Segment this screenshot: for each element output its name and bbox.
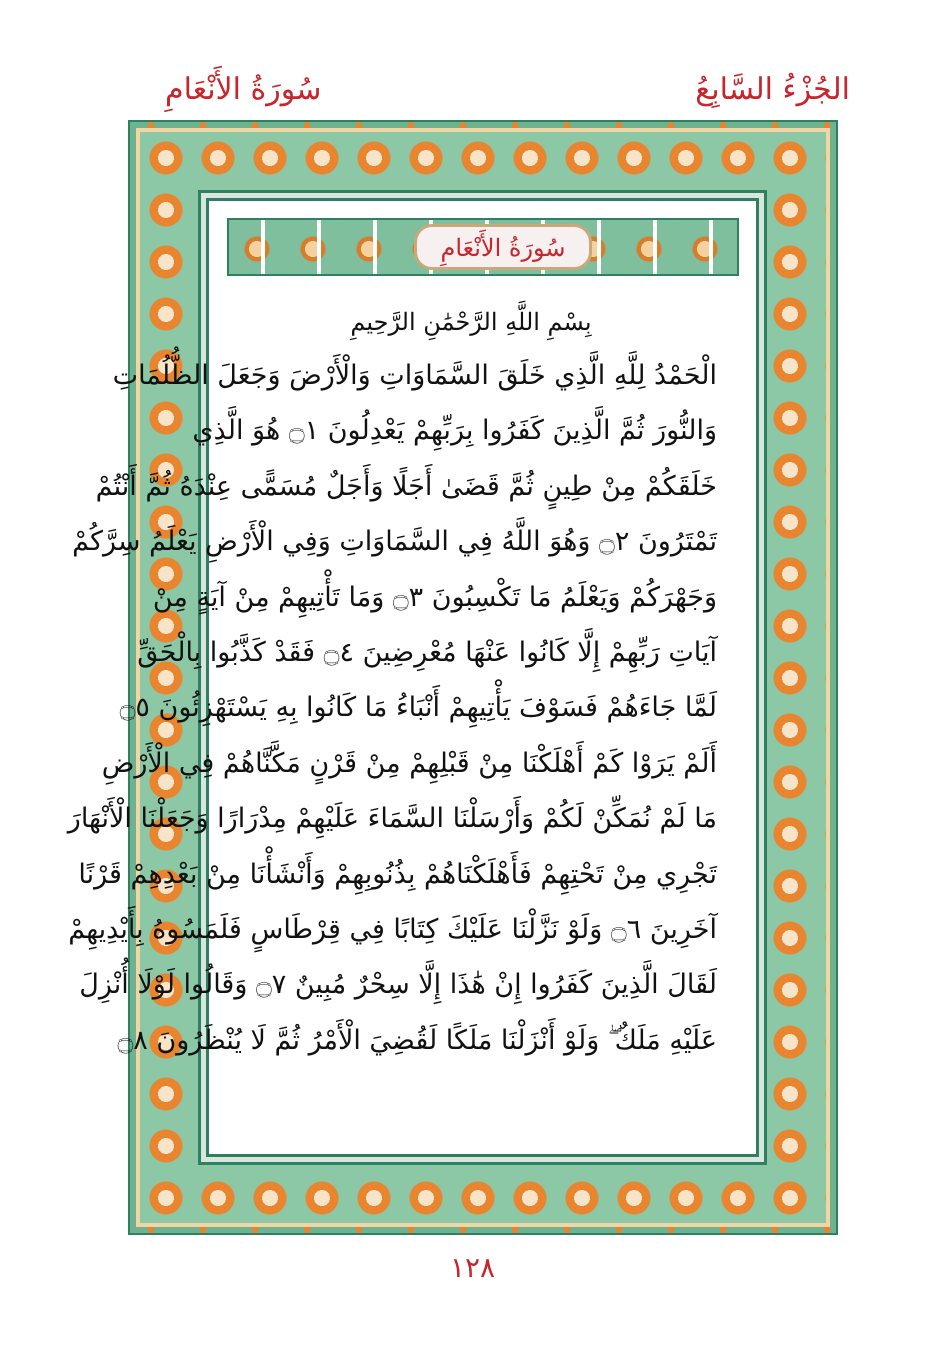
text-line-11: آخَرِينَ ۝٦ وَلَوْ نَزَّلْنَا عَلَيْكَ كِتَابًا فِي قِرْطَاسٍ فَلَمَسُوهُ بِأَيْدِيهِمْ <box>68 914 717 946</box>
text-line-2: وَالنُّورَ ثُمَّ الَّذِينَ كَفَرُوا بِرَبِّهِمْ يَعْدِلُونَ ۝١ هُوَ الَّذِي <box>192 415 717 447</box>
quran-text <box>67 296 717 1138</box>
surah-name-header: سُورَةُ الأَنْعَامِ <box>165 72 322 107</box>
juz-header: الجُزْءُ السَّابِعُ <box>695 72 850 107</box>
surah-title: سُورَةُ الأَنْعَامِ <box>440 234 566 262</box>
text-line-12: لَقَالَ الَّذِينَ كَفَرُوا إِنْ هَٰذَا إِلَّا سِحْرٌ مُبِينٌ ۝٧ وَقَالُوا لَوْلَا أُنْزِلَ <box>79 969 717 1001</box>
text-line-8: أَلَمْ يَرَوْا كَمْ أَهْلَكْنَا مِنْ قَبْلِهِمْ مِنْ قَرْنٍ مَكَّنَّاهُمْ فِي الْأَرْضِ <box>101 747 717 779</box>
basmala: بِسْمِ اللَّهِ الرَّحْمَٰنِ الرَّحِيمِ <box>350 308 592 336</box>
title-cartouche <box>414 224 592 270</box>
text-line-13: عَلَيْهِ مَلَكٌ ۖ وَلَوْ أَنْزَلْنَا مَلَكًا لَقُضِيَ الْأَمْرُ ثُمَّ لَا يُنْظَرُونَ ۝٨ <box>117 1024 717 1056</box>
text-line-7: لَمَّا جَاءَهُمْ فَسَوْفَ يَأْتِيهِمْ أَنْبَاءُ مَا كَانُوا بِهِ يَسْتَهْزِئُونَ ۝٥ <box>119 692 717 724</box>
text-line-5: وَجَهْرَكُمْ وَيَعْلَمُ مَا تَكْسِبُونَ ۝٣ وَمَا تَأْتِيهِمْ مِنْ آيَةٍ مِنْ <box>152 581 717 613</box>
page-number: ١٢٨ <box>449 1251 496 1284</box>
text-line-1: الْحَمْدُ لِلَّهِ الَّذِي خَلَقَ السَّمَاوَاتِ وَالْأَرْضَ وَجَعَلَ الظُّلُمَاتِ <box>112 360 717 391</box>
text-line-9: مَا لَمْ نُمَكِّنْ لَكُمْ وَأَرْسَلْنَا السَّمَاءَ عَلَيْهِمْ مِدْرَارًا وَجَعَلْنَا الْأَنْهَارَ <box>67 803 717 835</box>
text-line-3: خَلَقَكُمْ مِنْ طِينٍ ثُمَّ قَضَىٰ أَجَلًا وَأَجَلٌ مُسَمًّى عِنْدَهُ ثُمَّ أَنْتُمْ <box>95 470 717 502</box>
text-line-10: تَجْرِي مِنْ تَحْتِهِمْ فَأَهْلَكْنَاهُمْ بِذُنُوبِهِمْ وَأَنْشَأْنَا مِنْ بَعْدِهِمْ قَرْنًا <box>78 858 717 890</box>
text-line-4: تَمْتَرُونَ ۝٢ وَهُوَ اللَّهُ فِي السَّمَاوَاتِ وَفِي الْأَرْضِ يَعْلَمُ سِرَّكُمْ <box>72 526 717 558</box>
text-line-6: آيَاتِ رَبِّهِمْ إِلَّا كَانُوا عَنْهَا مُعْرِضِينَ ۝٤ فَقَدْ كَذَّبُوا بِالْحَقِّ <box>137 637 717 669</box>
